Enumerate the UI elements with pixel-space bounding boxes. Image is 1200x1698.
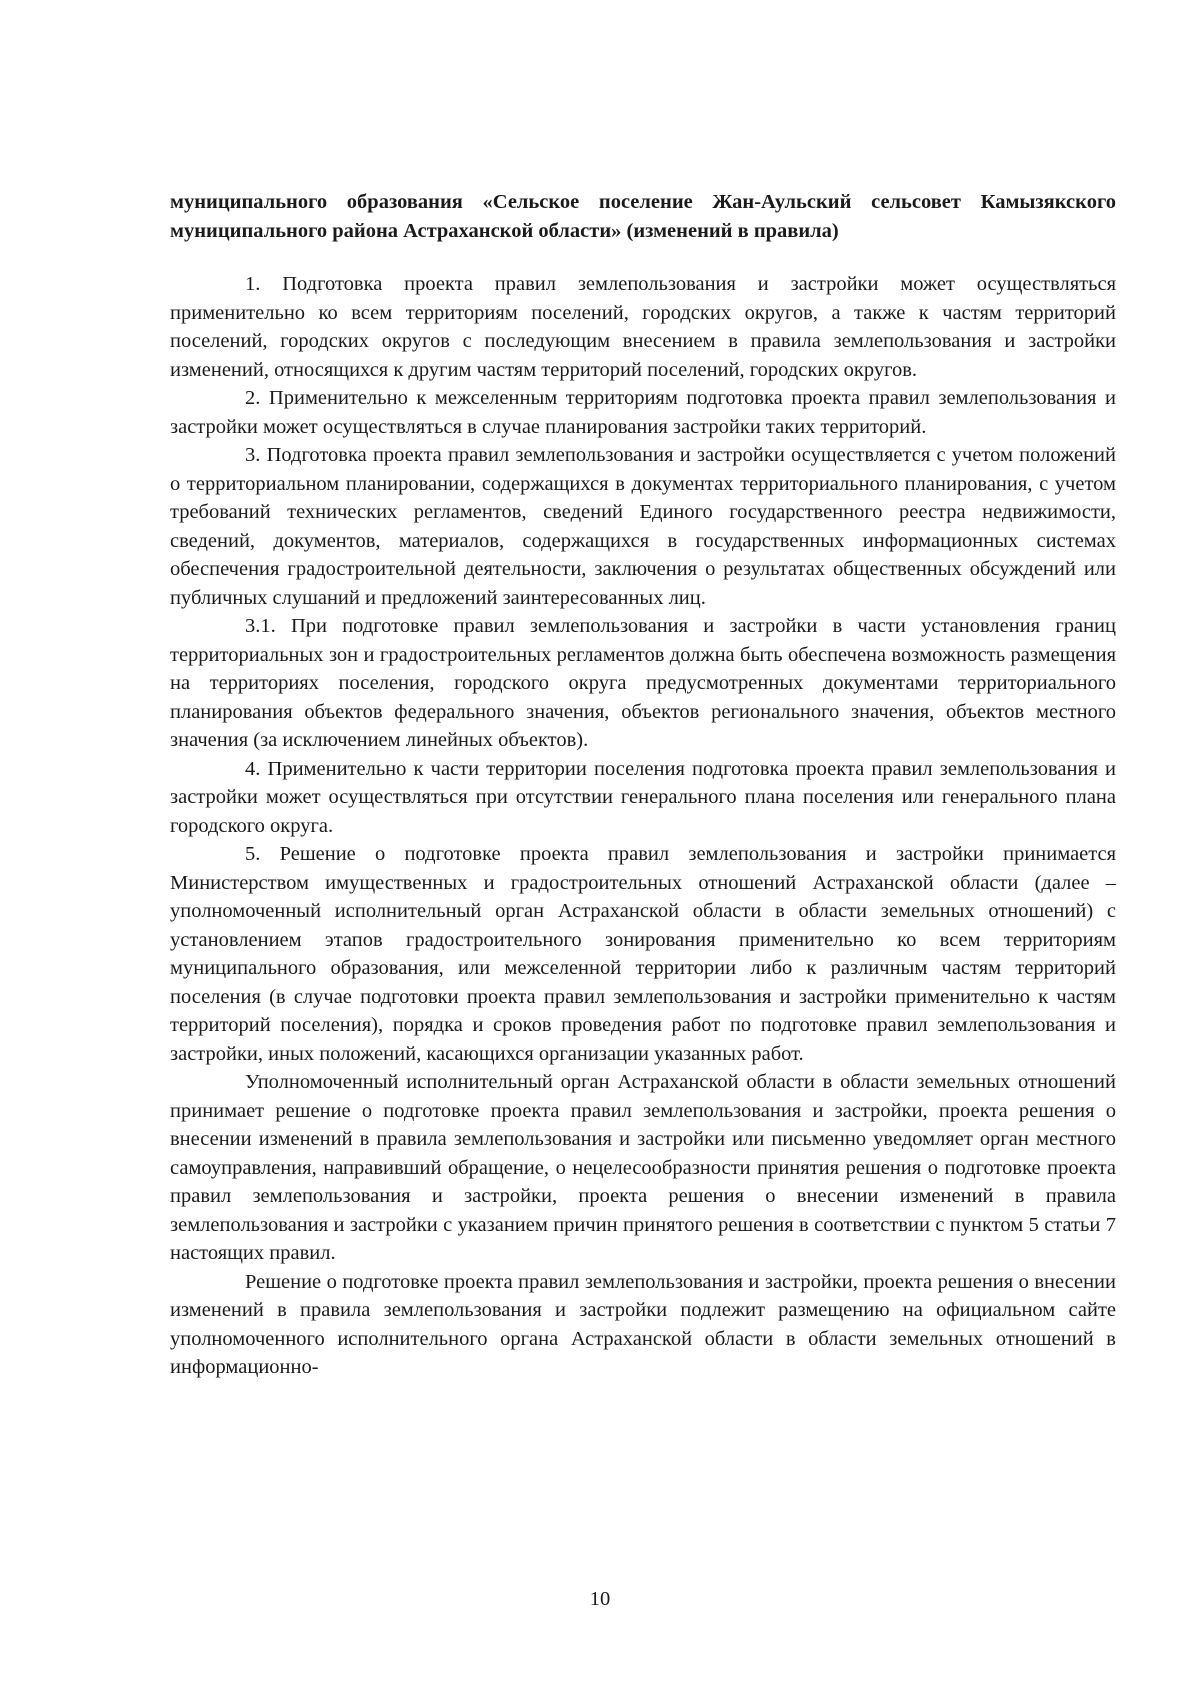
paragraph-4: 4. Применительно к части территории поселения подготовка проекта правил землепользования и застройки может осуществляться при отсутствии генерального плана поселения или генерального плана городского округа. xyxy=(170,757,1116,837)
paragraph-5-continued: Уполномоченный исполнительный орган Астраханской области в области земельных отношений принимает решение о подготовке проекта правил землепользования и застройки, проекта решения о внесении изменений в правила землепользования и застройки или письменно уведомляет орган местного самоуправления, направивший обращение, о нецелесообразности принятия решения о подготовке проекта правил землепользования и застройки, проекта решения о внесении изменений в правила землепользования и застройки с указанием причин принятого решения в соответствии с пунктом 5 статьи 7 настоящих правил. xyxy=(170,1071,1116,1264)
paragraph-5-publication: Решение о подготовке проекта правил землепользования и застройки, проекта решения о внесении изменений в правила землепользования и застройки подлежит размещению на официальном сайте уполномоченного исполнительного органа Астраханской области в области земельных отношений в информационно- xyxy=(170,1270,1116,1378)
document-body xyxy=(170,188,1116,1382)
paragraph-2: 2. Применительно к межселенным территориям подготовка проекта правил землепользования и застройки может осуществляться в случае планирования застройки таких территорий. xyxy=(170,387,1116,438)
page-number: 10 xyxy=(589,1588,611,1610)
paragraph-3-1: 3.1. При подготовке правил землепользования и застройки в части установления границ территориальных зон и градостроительных регламентов должна быть обеспечена возможность размещения на территориях поселения, городского округа предусмотренных документами территориального планирования объектов федерального значения, объектов регионального значения, объектов местного значения (за исключением линейных объектов). xyxy=(170,615,1116,751)
paragraph-3: 3. Подготовка проекта правил землепользования и застройки осуществляется с учетом положений о территориальном планировании, содержащихся в документах территориального планирования, с учетом требований технических регламентов, сведений Единого государственного реестра недвижимости, сведений, документов, материалов, содержащихся в государственных информационных системах обеспечения градостроительной деятельности, заключения о результатах общественных обсуждений или публичных слушаний и предложений заинтересованных лиц. xyxy=(170,444,1116,609)
paragraph-1: 1. Подготовка проекта правил землепользования и застройки может осуществляться применительно ко всем территориям поселений, городских округов, а также к частям территорий поселений, городских округов с последующим внесением в правила землепользования и застройки изменений, относящихся к другим частям территорий поселений, городских округов. xyxy=(170,273,1116,381)
paragraph-5: 5. Решение о подготовке проекта правил землепользования и застройки принимается Министерством имущественных и градостроительных отношений Астраханской области (далее – уполномоченный исполнительный орган Астраханской области в области земельных отношений) с установлением этапов градостроительного зонирования применительно ко всем территориям муниципального образования, или межселенной территории либо к различным частям территорий поселения (в случае подготовки проекта правил землепользования и застройки применительно к частям территорий поселения), порядка и сроков проведения работ по подготовке правил землепользования и застройки, иных положений, касающихся организации указанных работ. xyxy=(170,843,1116,1065)
section-heading: муниципального образования «Сельское поселение Жан-Аульский сельсовет Камызякского муниципального района Астраханской области» (изменений в правила) xyxy=(170,191,1116,242)
